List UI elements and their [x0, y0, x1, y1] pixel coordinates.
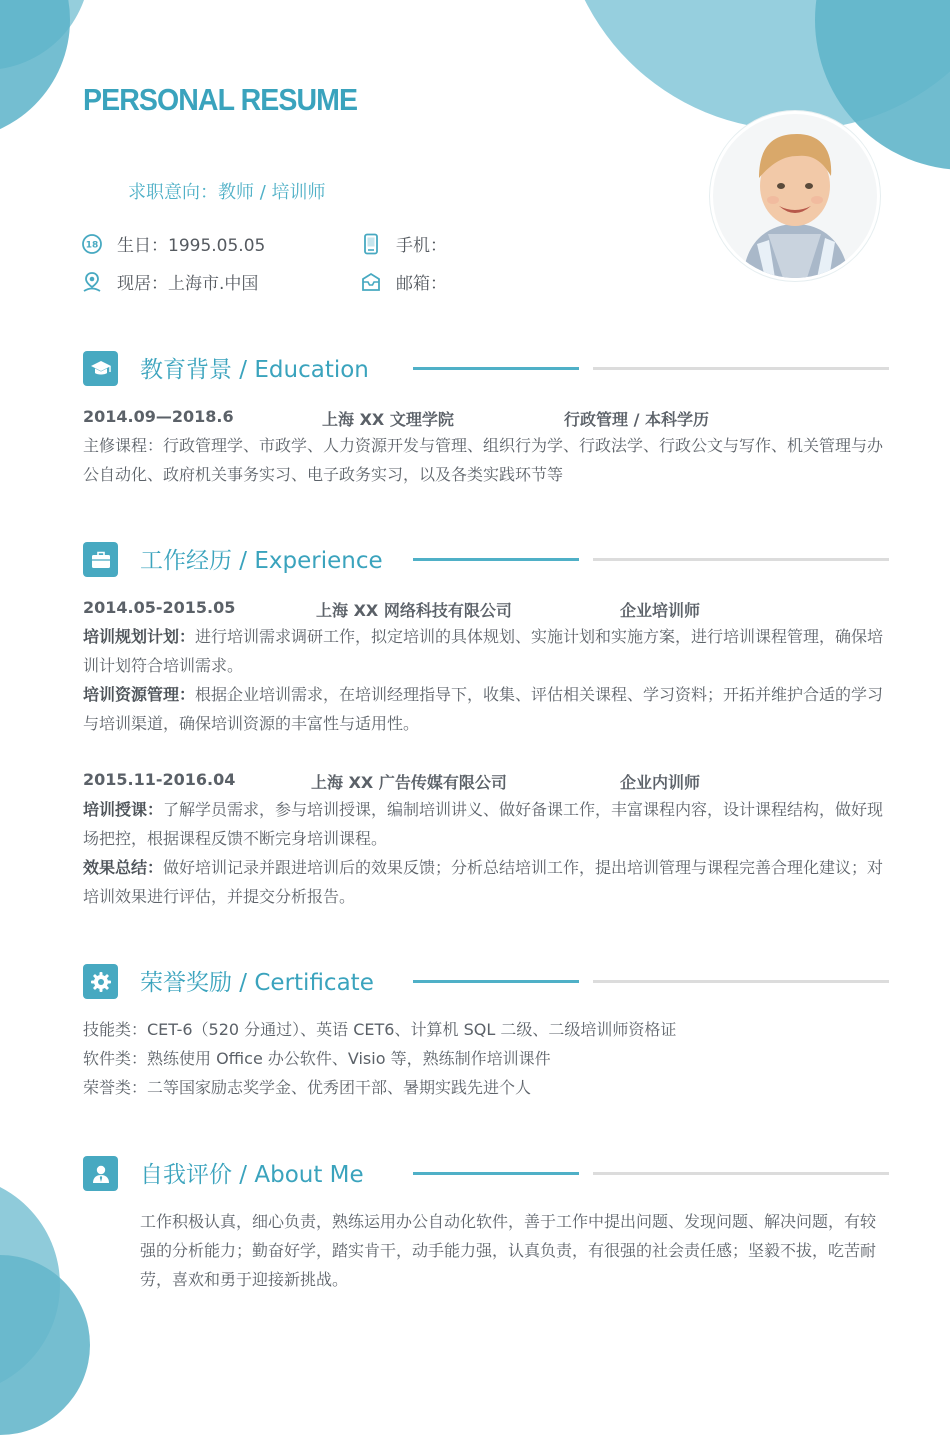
mobile-phone-icon: [360, 233, 382, 255]
job-duty-label: 培训授课：: [83, 800, 164, 819]
decor-circle-top-left: [0, 0, 70, 140]
job-date: 2014.05-2015.05: [83, 598, 236, 617]
about-section-header: [83, 1155, 889, 1191]
job-company: 上海 XX 网络科技有限公司: [316, 601, 512, 620]
certificate-line: 荣誉类：二等国家励志奖学金、优秀团干部、暑期实践先进个人: [83, 1078, 532, 1097]
info-phone: [360, 231, 447, 256]
certificate-section-header: [83, 963, 889, 999]
section-divider: [593, 1172, 889, 1175]
about-text: 工作积极认真，细心负责，熟练运用办公自动化软件，善于工作中提出问题、发现问题、解决问题，有较强的分析能力；勤奋好学，踏实肯干，动手能力强，认真负责，有很强的社会责任感；坚毅不拔，吃苦耐劳，喜欢和勇于迎接新挑战。: [140, 1212, 877, 1289]
job-duty: [83, 622, 891, 680]
job-duty: [83, 680, 891, 738]
email-text: 邮箱：: [396, 274, 447, 294]
birthday-text: 生日：1995.05.05: [117, 236, 266, 256]
certificate-title: 荣誉奖励 / Certificate: [140, 970, 374, 996]
location-pin-icon: [81, 271, 103, 293]
education-title: 教育背景 / Education: [140, 357, 369, 383]
job-date: 2015.11-2016.04: [83, 770, 236, 789]
job-row: [83, 598, 889, 620]
residence-text: 现居：上海市.中国: [117, 274, 259, 294]
section-divider-accent: [413, 558, 579, 561]
job-duty: [83, 853, 891, 911]
profile-photo: [710, 111, 880, 281]
education-courses: 主修课程：行政管理学、市政学、人力资源开发与管理、组织行为学、行政法学、行政公文与写作、机关管理与办公自动化、政府机关事务实习、电子政务实习，以及各类实践环节等: [83, 436, 884, 484]
job-row: [83, 770, 889, 792]
certificate-line: 软件类：熟练使用 Office 办公软件、Visio 等，熟练制作培训课件: [83, 1049, 551, 1068]
phone-text: 手机：: [396, 236, 447, 256]
education-row: [83, 407, 889, 429]
job-duty-text: 进行培训需求调研工作，拟定培训的具体规划、实施计划和实施方案，进行培训课程管理，确保培训计划符合培训需求。: [83, 627, 884, 675]
briefcase-icon: [83, 542, 118, 577]
job-duty-label: 培训资源管理：: [83, 685, 196, 704]
education-school: 上海 XX 文理学院: [322, 410, 454, 429]
graduation-cap-icon: [83, 351, 118, 386]
job-duty-text: 做好培训记录并跟进培训后的效果反馈；分析总结培训工作，提出培训管理与课程完善合理化建议；对培训效果进行评估，并提交分析报告。: [83, 858, 884, 906]
job-duty-label: 效果总结：: [83, 858, 164, 877]
info-residence: [81, 269, 258, 294]
info-birthday: [81, 231, 265, 256]
education-date: 2014.09—2018.6: [83, 407, 234, 426]
birthday-18-icon: [81, 233, 103, 255]
job-objective: 求职意向：教师 / 培训师: [128, 182, 326, 203]
decor-circle-bottom-left: [0, 1255, 90, 1435]
experience-title: 工作经历 / Experience: [140, 548, 383, 574]
resume-title: PERSONAL RESUME: [83, 82, 358, 117]
section-divider-accent: [413, 1172, 579, 1175]
job-position: 企业内训师: [620, 773, 701, 792]
svg-text:18: 18: [85, 240, 99, 250]
experience-section-header: [83, 541, 889, 577]
section-divider-accent: [413, 980, 579, 983]
education-major: 行政管理 / 本科学历: [564, 410, 709, 429]
info-email: [360, 269, 447, 294]
section-divider: [593, 558, 889, 561]
section-divider: [593, 980, 889, 983]
certificate-line: 技能类：CET-6（520 分通过）、英语 CET6、计算机 SQL 二级、二级培训师资格证: [83, 1020, 677, 1039]
mailbox-icon: [360, 271, 382, 293]
education-section-header: [83, 350, 889, 386]
section-divider-accent: [413, 367, 579, 370]
job-duty: [83, 795, 891, 853]
job-duty-text: 根据企业培训需求，在培训经理指导下，收集、评估相关课程、学习资料；开拓并维护合适的学习与培训渠道，确保培训资源的丰富性与适用性。: [83, 685, 884, 733]
gear-icon: [83, 964, 118, 999]
job-position: 企业培训师: [620, 601, 701, 620]
job-duty-label: 培训规划计划：: [83, 627, 196, 646]
job-company: 上海 XX 广告传媒有限公司: [311, 773, 507, 792]
section-divider: [593, 367, 889, 370]
person-icon: [83, 1156, 118, 1191]
job-duty-text: 了解学员需求，参与培训授课，编制培训讲义、做好备课工作，丰富课程内容，设计课程结构，做好现场把控，根据课程反馈不断完身培训课程。: [83, 800, 884, 848]
about-title: 自我评价 / About Me: [140, 1162, 364, 1188]
